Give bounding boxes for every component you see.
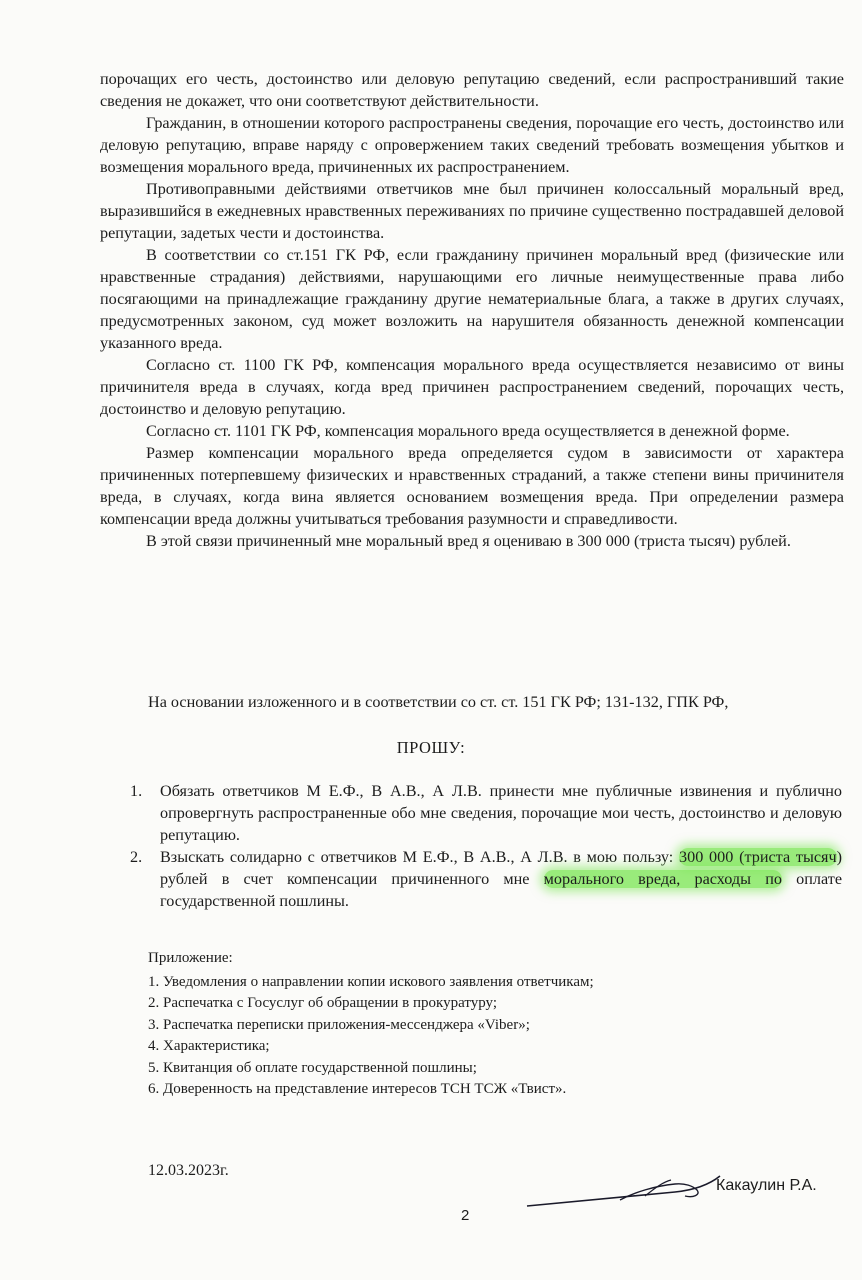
attachment-item: 4. Характеристика;	[148, 1038, 270, 1054]
request-text-start: Взыскать солидарно с ответчиков М Е.Ф., В А.В., А Л.В. в мою пользу:	[160, 848, 680, 866]
attachment-item: 5. Квитанция об оплате государственной пошлины;	[148, 1059, 477, 1076]
body-text	[100, 68, 844, 552]
request-item	[130, 780, 842, 846]
request-text	[160, 848, 842, 910]
highlighted-amount: 300 000 (триста тысяч	[679, 848, 837, 866]
request-text-middle: ) рублей в счет компенсации причиненного мне	[160, 848, 842, 888]
attachment-item: 1. Уведомления о направлении копии искового заявления ответчикам;	[148, 973, 594, 990]
paragraph: Противоправными действиями ответчиков мне был причинен колоссальный моральный вред, выразившийся в ежедневных нравственных переживаниях по причине существенно пострадавшей деловой репутации, задетых чести и достоинства.	[100, 180, 844, 242]
request-number: 1.	[130, 782, 143, 800]
paragraph: В этой связи причиненный мне моральный вред я оцениваю в 300 000 (триста тысяч) рублей.	[146, 532, 791, 550]
page-number: 2	[461, 1207, 470, 1224]
paragraph: Согласно ст. 1100 ГК РФ, компенсация морального вреда осуществляется независимо от вины причинителя вреда в случаях, когда вред причинен распространением сведений, порочащих честь, достоинство и деловую репутацию.	[100, 356, 844, 418]
request-text: Обязать ответчиков М Е.Ф., В А.В., А Л.В. принести мне публичные извинения и публично опровергнуть распространенные обо мне сведения, порочащие мои честь, достоинство и деловую репутацию.	[160, 782, 842, 844]
legal-basis-line: На основании изложенного и в соответствии со ст. ст. 151 ГК РФ; 131-132, ГПК РФ,	[148, 693, 729, 711]
attachment-item: 3. Распечатка переписки приложения-мессенджера «Viber»;	[148, 1016, 530, 1033]
request-heading: ПРОШУ:	[396, 738, 466, 757]
attachment-item: 6. Доверенность на представление интересов ТСН ТСЖ «Твист».	[148, 1081, 567, 1097]
request-number: 2.	[130, 848, 143, 866]
request-text-end: оплате государственной пошлины.	[160, 870, 843, 910]
signature-icon	[525, 1162, 725, 1217]
document-date: 12.03.2023г.	[148, 1162, 229, 1179]
attachment-item: 2. Распечатка с Госуслуг об обращении в прокуратуру;	[148, 995, 497, 1011]
paragraph: Согласно ст. 1101 ГК РФ, компенсация морального вреда осуществляется в денежной форме.	[146, 422, 790, 440]
request-list	[130, 780, 842, 912]
paragraph: порочащих его честь, достоинство или деловую репутацию сведений, если распространивший такие сведения не докажет, что они соответствуют действительности.	[100, 70, 844, 110]
highlighted-phrase: морального вреда, расходы по	[543, 870, 782, 888]
request-item	[130, 846, 842, 912]
paragraph: В соответствии со ст.151 ГК РФ, если гражданину причинен моральный вред (физические или нравственные страдания) действиями, нарушающими его личные неимущественные права либо посягающими на принадлежащие гражданину другие нематериальные блага, а также в других случаях, предусмотренных законом, суд может возложить на нарушителя обязанность денежной компенсации указанного вреда.	[100, 246, 844, 352]
paragraph: Размер компенсации морального вреда определяется судом в зависимости от характера причиненных потерпевшему физических и нравственных страданий, а также степени вины причинителя вреда, в случаях, когда вина является основанием возмещения вреда. При определении размера компенсации вреда должны учитываться требования разумности и справедливости.	[100, 444, 844, 528]
signer-name: Какаулин Р.А.	[716, 1177, 817, 1194]
attachments-title: Приложение:	[148, 950, 233, 966]
attachments	[148, 948, 838, 1101]
paragraph: Гражданин, в отношении которого распространены сведения, порочащие его честь, достоинство или деловую репутацию, вправе наряду с опровержением таких сведений требовать возмещения убытков и возмещения морального вреда, причиненных их распространением.	[100, 114, 844, 176]
